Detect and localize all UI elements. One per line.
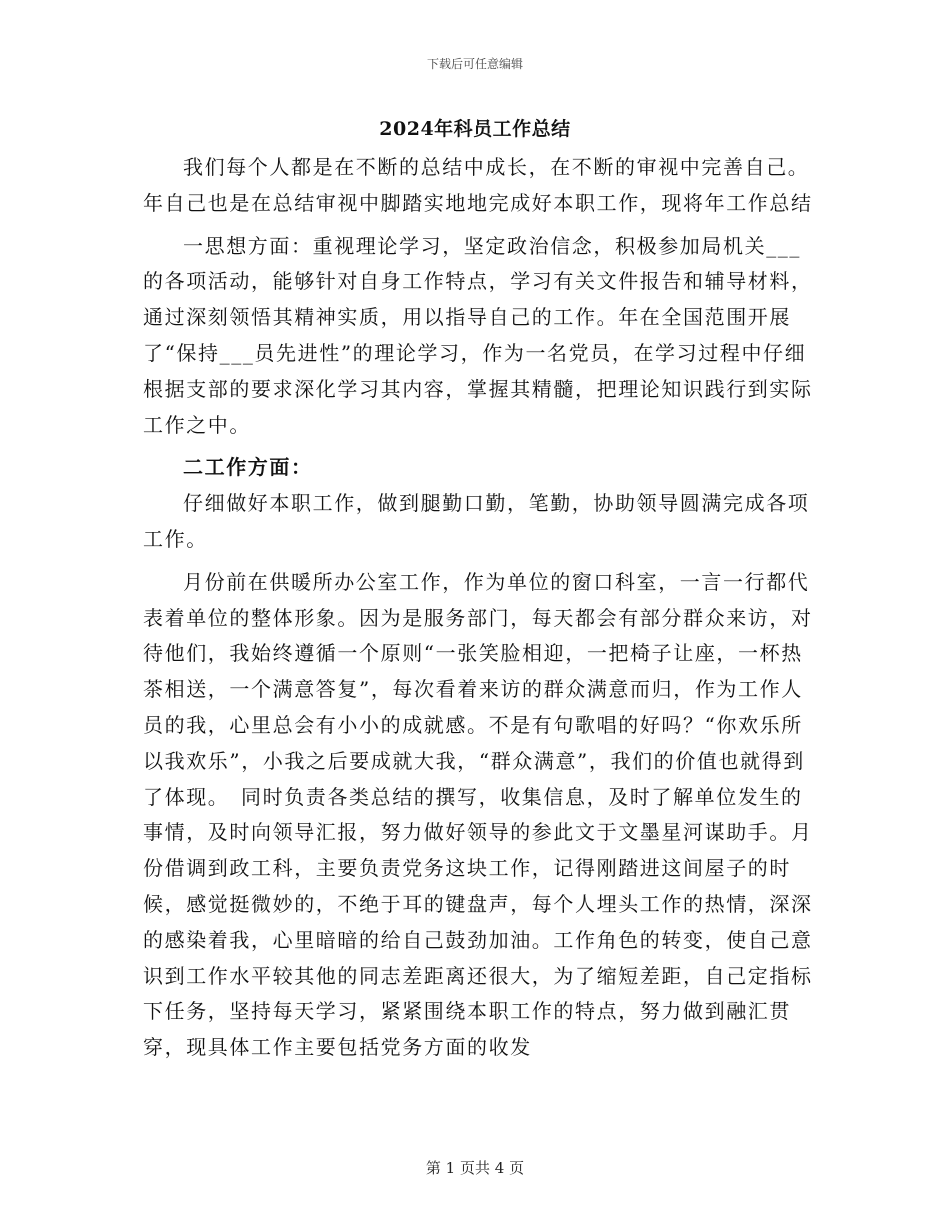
document-title: 2024年科员工作总结 xyxy=(379,118,571,140)
paragraph-work-detail: 月份前在供暖所办公室工作，作为单位的窗口科室，一言一行都代表着单位的整体形象。因为是服务部门，每天都会有部分群众来访，对待他们，我始终遵循一个原则“一张笑脸相迎，一把椅子让座，一杯热茶相送，一个满意答复”，每次看着来访的群众满意而归，作为工作人员的我，心里总会有小小的成就感。不是有句歌唱的好吗？“你欢乐所以我欢乐”，小我之后要成就大我，“群众满意”，我们的价值也就得到了体现。 同时负责各类总结的撰写，收集信息，及时了解单位发生的事情，及时向领导汇报，努力做好领导的参此文于文墨星河谋助手。月份借调到政工科，主要负责党务这块工作，记得刚踏进这间屋子的时候，感觉挺微妙的，不绝于耳的键盘声，每个人埋头工作的热情，深深的感染着我，心里暗暗的给自己鼓劲加油。工作角色的转变，使自己意识到工作水平较其他的同志差距离还很大，为了缩短差距，自己定指标下任务，坚持每天学习，紧紧围绕本职工作的特点，努力做到融汇贯穿，现具体工作主要包括党务方面的收发 xyxy=(143,569,813,1060)
section-heading-work: 二工作方面： xyxy=(183,455,313,480)
header-note: 下载后可任意编辑 xyxy=(426,57,523,71)
paragraph-thought: 一思想方面：重视理论学习，坚定政治信念，积极参加局机关___的各项活动，能够针对自身工作特点，学习有关文件报告和辅导材料，通过深刻领悟其精神实质，用以指导自己的工作。年在全国范围开展了“保持___员先进性”的理论学习，作为一名党员，在学习过程中仔细根据支部的要求深化学习其内容，掌握其精髓，把理论知识践行到实际工作之中。 xyxy=(143,233,813,437)
paragraph-intro: 我们每个人都是在不断的总结中成长，在不断的审视中完善自己。年自己也是在总结审视中脚踏实地地完成好本职工作，现将年工作总结 xyxy=(143,155,813,215)
paragraph-duties: 仔细做好本职工作，做到腿勤口勤，笔勤，协助领导圆满完成各项工作。 xyxy=(143,491,810,551)
document-body xyxy=(143,150,813,1066)
page-number: 第 1 页共 4 页 xyxy=(425,1159,525,1177)
